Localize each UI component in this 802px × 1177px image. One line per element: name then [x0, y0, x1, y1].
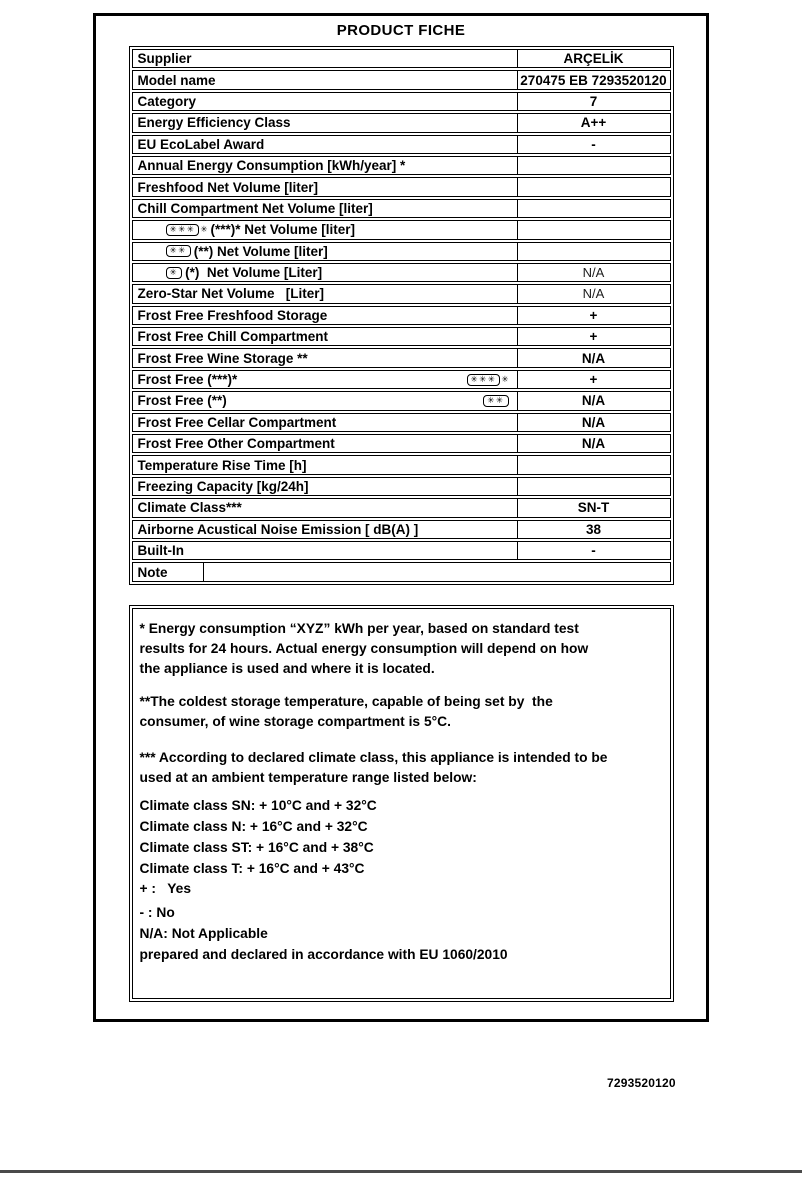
table-row: [132, 242, 671, 261]
row-label: [133, 285, 517, 302]
row-label-text: Category: [137, 93, 197, 109]
note-line: - : No: [139, 904, 175, 920]
table-row: [132, 284, 671, 303]
note-line: **The coldest storage temperature, capable of being set by the: [139, 693, 553, 709]
row-value: N/A: [517, 414, 670, 431]
row-label: [133, 521, 517, 538]
row-label-text: Frost Free Freshfood Storage: [137, 307, 328, 323]
row-label-text: Frost Free Chill Compartment: [137, 329, 329, 345]
row-label: [133, 371, 517, 388]
note-empty-cell: [204, 563, 670, 580]
row-label-text: (*) Net Volume [Liter]: [185, 265, 323, 281]
row-label-text: Frost Free Wine Storage **: [137, 350, 308, 366]
row-label: [133, 93, 517, 110]
table-row: [132, 70, 671, 89]
table-row: [132, 199, 671, 218]
row-label-text: Frost Free (***)*: [137, 372, 238, 388]
row-value: N/A: [517, 264, 670, 281]
row-label-text: Chill Compartment Net Volume [liter]: [137, 200, 373, 216]
freezer-star-icon: ✳: [501, 374, 509, 385]
note-line: Climate class SN: + 10°C and + 32°C: [139, 797, 377, 813]
row-value: N/A: [517, 435, 670, 452]
row-label: [133, 264, 517, 281]
note-line: *** According to declared climate class, this appliance is intended to be: [139, 749, 608, 765]
row-label: [133, 200, 517, 217]
table-row: [132, 413, 671, 432]
note-line: results for 24 hours. Actual energy consumption will depend on how: [139, 640, 589, 656]
row-label: [133, 136, 517, 153]
table-row: [132, 135, 671, 154]
row-label: [133, 499, 517, 516]
row-label: [133, 414, 517, 431]
row-label-text: EU EcoLabel Award: [137, 136, 265, 152]
row-label: [133, 392, 517, 409]
table-row: [132, 327, 671, 346]
row-label: [133, 157, 517, 174]
row-label: [133, 478, 517, 495]
table-row: [132, 348, 671, 367]
note-paragraph: [140, 859, 661, 879]
row-label: [133, 456, 517, 473]
row-label-text: Climate Class***: [137, 500, 242, 516]
table-row: [132, 177, 671, 196]
row-value: +: [517, 307, 670, 324]
row-label-text: Frost Free (**): [137, 393, 227, 409]
bottom-rule: [0, 1170, 802, 1173]
row-label: [133, 50, 517, 67]
table-row: [132, 220, 671, 239]
row-label: [133, 349, 517, 366]
row-label-text: Frost Free Cellar Compartment: [137, 414, 337, 430]
row-value: N/A: [517, 285, 670, 302]
row-value: 7: [517, 93, 670, 110]
row-label: [133, 328, 517, 345]
freezer-star-box-icon: ✳: [166, 267, 183, 279]
row-label-text: Frost Free Other Compartment: [137, 436, 335, 452]
row-label: [133, 435, 517, 452]
row-label-text: Supplier: [137, 51, 192, 67]
freezer-star-box-icon: ✳✳✳: [467, 374, 501, 386]
note-line: Climate class T: + 16°C and + 43°C: [139, 860, 365, 876]
note-paragraph: [140, 924, 661, 944]
table-row: [132, 92, 671, 111]
freezer-star-icon: ✳: [200, 224, 208, 235]
freezer-star-rating-icon: [483, 395, 508, 407]
row-value: 270475 EB 7293520120: [517, 71, 670, 88]
row-label-text: Airborne Acustical Noise Emission [ dB(A) ]: [137, 521, 419, 537]
row-label-text: Annual Energy Consumption [kWh/year] *: [137, 158, 406, 174]
row-value: [517, 456, 670, 473]
table-row: [132, 541, 671, 560]
freezer-star-box-icon: ✳✳: [166, 245, 191, 257]
note-line: * Energy consumption “XYZ” kWh per year, based on standard test: [139, 620, 579, 636]
row-value: N/A: [517, 392, 670, 409]
row-value: A++: [517, 114, 670, 131]
note-line: + : Yes: [139, 880, 192, 896]
row-label-text: Energy Efficiency Class: [137, 115, 291, 131]
row-value: +: [517, 371, 670, 388]
table-row: [132, 306, 671, 325]
table-row: [132, 498, 671, 517]
row-label: [133, 243, 517, 260]
note-paragraph: [140, 903, 661, 923]
freezer-star-rating-icon: [166, 224, 208, 236]
freezer-star-rating-icon: [166, 267, 183, 279]
document-number: 7293520120: [607, 1076, 676, 1090]
note-row: [132, 562, 671, 581]
row-label: [133, 114, 517, 131]
table-row: [132, 370, 671, 389]
row-label-text: Model name: [137, 72, 216, 88]
row-label-text: Freshfood Net Volume [liter]: [137, 179, 319, 195]
product-fiche-frame: [93, 13, 709, 1022]
row-value: [517, 178, 670, 195]
row-label-text: Freezing Capacity [kg/24h]: [137, 479, 309, 494]
note-line: consumer, of wine storage compartment is 5°C.: [139, 713, 451, 729]
freezer-star-box-icon: ✳✳: [483, 395, 508, 407]
table-row: [132, 520, 671, 539]
row-label: [133, 178, 517, 195]
notes-box: [129, 605, 674, 1002]
row-label: [133, 71, 517, 88]
row-value: -: [517, 542, 670, 559]
row-value: ARÇELİK: [517, 50, 670, 67]
table-row: [132, 477, 671, 496]
note-paragraph: [140, 817, 661, 837]
note-line: Climate class N: + 16°C and + 32°C: [139, 818, 368, 834]
freezer-star-rating-icon: [166, 245, 191, 257]
row-value: [517, 200, 670, 217]
row-label-text: Built-In: [137, 543, 184, 559]
table-row: [132, 49, 671, 68]
table-row: [132, 455, 671, 474]
freezer-star-box-icon: ✳✳✳: [166, 224, 200, 236]
note-line: Climate class ST: + 16°C and + 38°C: [139, 839, 374, 855]
row-label-text: Temperature Rise Time [h]: [137, 457, 307, 473]
row-value: -: [517, 136, 670, 153]
note-paragraph: [140, 692, 661, 732]
page-title: PRODUCT FICHE: [336, 22, 466, 39]
note-paragraph: [140, 748, 661, 788]
row-value: 38: [517, 521, 670, 538]
product-table: [129, 46, 674, 585]
row-value: SN-T: [517, 499, 670, 516]
table-row: [132, 434, 671, 453]
row-label: [133, 542, 517, 559]
note-line: used at an ambient temperature range listed below:: [139, 769, 477, 785]
note-paragraph: [140, 945, 661, 965]
row-value: N/A: [517, 349, 670, 366]
row-label-text: (**) Net Volume [liter]: [193, 243, 328, 259]
row-value: +: [517, 328, 670, 345]
note-paragraph: [140, 619, 661, 679]
row-label: [133, 307, 517, 324]
note-line: the appliance is used and where it is located.: [139, 660, 435, 676]
note-line: prepared and declared in accordance with EU 1060/2010: [139, 946, 508, 962]
notes-content: [132, 608, 671, 999]
row-value: [517, 478, 670, 495]
row-value: [517, 157, 670, 174]
note-line: N/A: Not Applicable: [139, 925, 268, 941]
row-label: [133, 221, 517, 238]
note-paragraph: [140, 838, 661, 858]
table-row: [132, 156, 671, 175]
note-paragraph: [140, 796, 661, 816]
row-label-text: (***)* Net Volume [liter]: [210, 222, 356, 238]
table-row: [132, 113, 671, 132]
table-row: [132, 263, 671, 282]
row-label-text: Zero-Star Net Volume [Liter]: [137, 286, 325, 302]
note-label: Note: [133, 563, 204, 580]
row-value: [517, 221, 670, 238]
freezer-star-rating-icon: [467, 374, 509, 386]
table-row: [132, 391, 671, 410]
row-value: [517, 243, 670, 260]
note-paragraph: [140, 879, 661, 899]
